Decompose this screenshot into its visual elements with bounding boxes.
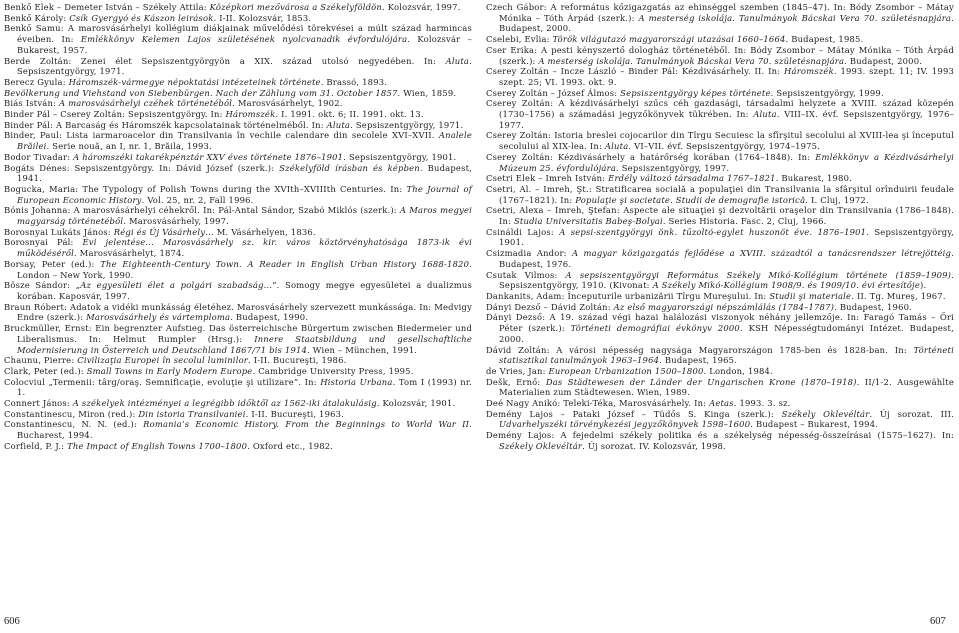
entry-text: . KSH Népességtudományi Intézet. Budapest, 2000.: [499, 323, 954, 344]
entry-text: . I-II. Bucureşti, 1963.: [245, 408, 345, 419]
entry-text: Csutak Vilmos:: [486, 269, 566, 280]
entry-text: Bruckmüller, Ernst: Ein begrenzter Aufstieg. Das österreichische Bürgertum zwischen Biedermeier und Liberalismus. In: Helmut Rumpler (Hrsg.):: [4, 323, 472, 344]
bibliography-entry: [4, 398, 472, 409]
entry-title-italic: Studii şi materiale: [769, 290, 852, 301]
entry-title-italic: A Maros megyei magyarság történetéből: [17, 205, 472, 227]
entry-text: Dávid Zoltán: A városi népesség nagysága Magyarországon 1785-ben és 1828-ban. In:: [486, 344, 914, 355]
entry-title-italic: Háromszék: [784, 66, 834, 77]
entry-title-italic: A székelyek intézményei a legrégibb időktől az 1562-iki átalakulásig: [72, 398, 377, 409]
entry-text: . 1993. 3. sz.: [733, 398, 791, 409]
bibliography-entry: [486, 270, 954, 291]
bibliography-entry: [4, 109, 472, 120]
entry-text: Connert János:: [4, 398, 73, 409]
entry-text: . I-II. Bucureşti, 1986.: [248, 355, 347, 366]
entry-text: Demény Lajos: A fejedelmi székely politika és a székelység népesség-összeírásai (1575–1627). In:: [486, 430, 954, 441]
entry-text: Berecz Gyula:: [4, 76, 69, 87]
entry-title-italic: Székelyföld írásban és képben: [279, 162, 420, 173]
entry-text: Bogucka, Maria: The Typology of Polish Towns during the XVIth–XVIIIth Centuries. In:: [4, 183, 407, 194]
bibliography-entry: [4, 23, 472, 55]
entry-text: Bónis Johanna: A marosvásárhelyi céhekről. In: Pál-Antal Sándor, Szabó Miklós (szerk.):: [4, 205, 400, 216]
bibliography-entry: [4, 88, 472, 99]
bibliography-entry: [486, 227, 954, 248]
bibliography-entry: [4, 323, 472, 355]
bibliography-entry: [4, 77, 472, 88]
entry-title-italic: Székely Oklevéltár: [499, 440, 583, 451]
entry-title-italic: Studia Universitatis Babeş-Bolyai: [514, 216, 663, 227]
entry-title-italic: The Impact of English Towns 1700–1800: [67, 440, 248, 451]
entry-text: Binder Pál – Cserey Zoltán: Sepsiszentgyörgy. In:: [4, 109, 226, 120]
entry-title-italic: A mesterség iskolája. Tanulmányok Bácskai Vera 70. születésnapjára: [638, 12, 952, 23]
entry-text: Constantinescu, N. N. (ed.):: [4, 419, 144, 430]
entry-title-italic: Évi jelentése... Marosvásárhely sz. kir. város köztörvényhatósága 1873-ik évi működéséről: [17, 237, 473, 259]
entry-text: . Vol. 25, nr. 2, Fall 1996.: [141, 194, 254, 205]
page-number-right: 607: [930, 616, 946, 627]
entry-title-italic: Historia Urbana: [320, 376, 393, 387]
entry-text: Biás István:: [4, 98, 59, 109]
entry-text: . VI–VII. évf. Sepsiszentgyörgy, 1974–1975.: [628, 141, 821, 152]
entry-text: ...”. Somogy megye egyesületei a dualizmus korában. Kaposvár, 1997.: [17, 280, 472, 301]
bibliography-entry: [4, 237, 472, 258]
entry-text: Csináldi Lajos:: [486, 226, 560, 237]
entry-text: . Sepsiszentgyörgy, 1901.: [499, 226, 954, 248]
entry-title-italic: Small Towns in Early Modern Europe: [86, 365, 253, 376]
entry-text: Cserey Zoltán: Istoria breslei cojocarilor din Tîrgu Secuiesc la sfîrşitul secolului al XVIII-lea şi începutul secolului al XIX-lea. In:: [486, 130, 954, 152]
bibliography-entry: [4, 130, 472, 151]
entry-text: . I-II. Kolozsvár, 1853.: [213, 12, 312, 23]
entry-text: . Budapest, 2000.: [844, 55, 923, 66]
entry-text: Cserey Zoltán – Incze László – Binder Pál: Kézdivásárhely. II. In:: [486, 66, 785, 77]
bibliography-entry: [486, 377, 954, 398]
entry-text: . Budapest, 1985.: [785, 34, 864, 45]
bibliography-entry: [4, 184, 472, 205]
bibliography-entry: [4, 152, 472, 163]
entry-text: . Marosvásárhelyt, 1874.: [73, 248, 185, 259]
entry-title-italic: European Urbanization 1500–1800: [548, 365, 704, 376]
entry-text: . Wien, 1989.: [631, 387, 691, 398]
entry-title-italic: Aluta: [753, 109, 777, 120]
bibliography-entry: [486, 409, 954, 430]
bibliography-entry: [486, 98, 954, 130]
bibliography-entry: [486, 248, 954, 269]
bibliography-entry: [486, 88, 954, 99]
bibliography-entry: [486, 66, 954, 87]
entry-text: Dányi Dezső – Dávid Zoltán:: [486, 301, 614, 312]
entry-text: Borosnyai Lukáts János:: [4, 226, 114, 237]
entry-text: Csetri Elek – Imreh István:: [486, 173, 609, 184]
entry-text: Demény Lajos – Pataki József – Tüdős S. Kinga (szerk.):: [486, 408, 782, 419]
bibliography-entry: [4, 98, 472, 109]
entry-text: . I. 1991. okt. 6; II. 1991. okt. 13.: [275, 109, 424, 120]
entry-title-italic: Háromszék: [225, 109, 276, 120]
entry-title-italic: Emlékkönyv a Kézdivásárhelyi Múzeum 25. évfordulójára: [499, 151, 954, 173]
entry-text: Cserey Zoltán – József Álmos:: [486, 87, 621, 98]
entry-text: de Vries, Jan:: [486, 365, 549, 376]
bibliography-entry: [4, 419, 472, 440]
entry-text: . Kolozsvár, 1901.: [376, 398, 456, 409]
entry-title-italic: Din istoria Transilvaniei: [138, 408, 246, 419]
entry-text: ... M. Vásárhelyen, 1836.: [205, 226, 316, 237]
entry-text: Chaunu, Pierre:: [4, 355, 78, 366]
entry-text: Bodor Tivadar:: [4, 151, 74, 162]
entry-title-italic: Das Städtewesen der Länder der Ungarischen Krone (1870–1918): [545, 376, 857, 387]
entry-text: Deé Nagy Anikó: Teleki-Téka, Marosvásárhely. In:: [486, 398, 710, 409]
bibliography-entry: [4, 13, 472, 24]
bibliography-entry: [4, 227, 472, 238]
entry-text: . VIII–IX. évf. Sepsiszentgyörgy, 1976–1977.: [499, 109, 955, 130]
entry-text: . Sepsiszentgyörgy, 1901.: [343, 151, 457, 162]
entry-text: . Budapest, 2000.: [499, 12, 954, 34]
entry-text: . I. Cluj, 1972.: [805, 194, 869, 205]
entry-text: Wien, 1859.: [400, 87, 457, 98]
entry-title-italic: A Székely Mikó-Kollégium 1908/9. és 1909/10. évi értesítője: [652, 280, 920, 291]
entry-text: Kolozsvár – Bukarest, 1957.: [17, 34, 472, 55]
entry-text: Csetri, Al. – Imreh, Şt.: Stratificarea socială a populaţiei din Transilvania la sfârşitul orînduirii feudale (1767–1821). In:: [486, 183, 954, 205]
entry-text: Cser Erika: A pesti kényszertő dologház történetéből. In: Bódy Zsombor – Mátay Mónika – Tóth Árpád (szerk.):: [486, 44, 954, 66]
entry-title-italic: A magyar közigazgatás fejlődése a XVIII. századtól a tanácsrendszer létrejöttéig: [571, 248, 952, 259]
entry-text: Benkő Samu: A marosvásárhelyi kollégium diákjainak művelődési törekvései a múlt század harmincas éveiben. In:: [4, 23, 472, 45]
entry-text: ).: [919, 280, 927, 291]
entry-title-italic: The Journal of European Economic History: [17, 183, 472, 205]
entry-text: . Budapest, 1976.: [499, 248, 954, 269]
bibliography-entry: [4, 280, 472, 301]
entry-text: Benkő Károly:: [4, 12, 70, 23]
bibliography-entry: [486, 184, 954, 205]
entry-text: Cserey Zoltán: A kézdivásárhelyi szűcs céh gazdasági, társadalmi helyzete a XVIII. század közepén (1730–1756) a számadási jegyzőkönyvek tükrében. In:: [486, 98, 954, 120]
entry-text: Cselebi, Evlia:: [486, 34, 553, 45]
entry-text: . Bukarest, 1980.: [775, 173, 852, 184]
entry-text: Dankanits, Adam: Începuturile urbanizării Tîrgu Mureşului. In:: [486, 290, 770, 301]
entry-title-italic: Romania’s Economic History. From the Beginnings to World War II: [143, 419, 470, 430]
entry-text: Dányi Dezső: A 19. század végi hazai halálozási viszonyok néhány jellemzője. In: Faragó Tamás – Őri Péter (szerk.):: [486, 312, 954, 334]
entry-text: . Új sorozat. IV. Kolozsvár, 1998.: [582, 440, 726, 451]
bibliography-entry: [4, 302, 472, 323]
bibliography-entry: [486, 366, 954, 377]
entry-text: Bösze Sándor: „: [4, 280, 81, 291]
entry-title-italic: A mesterség iskolája. Tanulmányok Bácskai Vera 70. születésnapjára: [538, 55, 845, 66]
entry-text: . II. Tg. Mureş, 1967.: [851, 290, 946, 301]
entry-text: . Budapest, 1941.: [17, 162, 472, 184]
entry-text: Berde Zoltán: Zenei élet Sepsiszentgyörgyön a XIX. század utolsó negyedében. In:: [4, 55, 446, 66]
entry-title-italic: A sepsiszentgyörgyi Református Székely Mikó-Kollégium története (1859–1909): [565, 269, 952, 280]
entry-text: . Series Historia. Fasc. 2, Cluj, 1966.: [662, 216, 827, 227]
entry-text: Kolozsvár, 1997.: [384, 2, 461, 12]
entry-text: . Sepsiszentgyörgy, 1997.: [616, 162, 730, 173]
entry-title-italic: A marosvásárhelyi czéhek történetéből: [58, 98, 233, 109]
entry-text: Benkő Elek – Demeter István – Székely Attila:: [4, 2, 210, 12]
entry-title-italic: Aluta: [445, 55, 470, 66]
entry-text: . Budapest – Bukarest, 1994.: [750, 419, 879, 430]
bibliography-entry: [4, 205, 472, 226]
bibliography-entry: [4, 56, 472, 77]
entry-text: . Budapest, 1990.: [230, 312, 309, 323]
page-number-left: 606: [4, 616, 20, 627]
entry-text: Colocviul „Termenii: târg/oraş. Semnificaţie, evoluţie şi utilizare”. In:: [4, 376, 321, 387]
entry-text: Clark, Peter (ed.):: [4, 365, 87, 376]
entry-text: . Új sorozat. III.: [869, 408, 954, 419]
entry-text: . Sepsiszentgyörgy, 1999.: [770, 87, 884, 98]
entry-text: Corfield, P. J.:: [4, 440, 68, 451]
bibliography-entry: [486, 2, 954, 34]
entry-text: . Cambridge University Press, 1995.: [252, 365, 414, 376]
entry-title-italic: Középkori mezővárosa a Székelyföldön.: [209, 2, 385, 12]
right-column: [486, 2, 954, 452]
entry-text: . Marosvásárhely, 1997.: [123, 216, 230, 227]
bibliography-entry: [4, 259, 472, 280]
bibliography-entry: [4, 2, 472, 13]
bibliography-entry: [486, 345, 954, 366]
entry-text: . Wien – München, 1991.: [307, 344, 418, 355]
bibliography-entry: [486, 312, 954, 344]
entry-title-italic: The Eighteenth-Century Town. A Reader in English Urban History 1688-1820: [100, 258, 470, 269]
bibliography-entry: [486, 173, 954, 184]
entry-title-italic: Az egyesületi élet a polgári szabadság: [80, 280, 264, 291]
entry-title-italic: Háromszék-vármegye népoktatási intézeteinek története: [68, 76, 321, 87]
entry-title-italic: Marosvásárhely és vártemploma: [86, 312, 231, 323]
bibliography-entry: [4, 163, 472, 184]
bibliography-entry: [486, 130, 954, 151]
entry-title-italic: Analele Brăilei: [17, 130, 472, 152]
entry-title-italic: Csík Gyergyó és Kászon leirások: [69, 12, 214, 23]
bibliography-entry: [4, 366, 472, 377]
entry-title-italic: Erdély változó társadalma 1767–1821: [608, 173, 776, 184]
entry-text: Braun Róbert: Adatok a vidéki munkásság életéhez. Marosvásárhely szervezett munkássága. In: Medvigy Endre (szerk.):: [4, 301, 472, 323]
entry-text: Borosnyai Pál:: [4, 237, 83, 248]
entry-text: . Marosvásárhelyt, 1902.: [232, 98, 343, 109]
entry-text: . London – New York, 1990.: [17, 258, 472, 280]
entry-text: Binder Pál: A Barcaság és Háromszék kapcsolatainak történelméből. In:: [4, 119, 327, 130]
left-column: [4, 2, 472, 452]
bibliography-entry: [4, 120, 472, 131]
entry-title-italic: Aluta: [604, 141, 629, 152]
entry-text: . Oxford etc., 1982.: [247, 440, 334, 451]
entry-text: . London, 1984.: [703, 365, 773, 376]
entry-title-italic: A sepsi-szentgyörgyi önk. tűzoltó-egylet huszonöt éve. 1876–1901: [559, 226, 867, 237]
entry-text: . Sepsiszentgyörgy, 1971.: [17, 55, 472, 77]
bibliography-entry: [4, 409, 472, 420]
entry-title-italic: Populaţie şi societate. Studii de demografie istorică: [575, 194, 806, 205]
entry-title-italic: Régi és Új Vásárhely: [113, 226, 206, 237]
entry-text: Borsay, Peter (ed.):: [4, 258, 101, 269]
entry-text: . Budapest, 1965.: [659, 355, 738, 366]
entry-text: . Serie nouă, an I, nr. 1, Brăila, 1993.: [46, 141, 212, 152]
entry-text: Binder, Paul: Lista iarmaroacelor din Transilvania în vechile calendare din secolele XVI–XVII.: [4, 130, 439, 141]
entry-title-italic: Emlékkönyv Kelemen Lajos születésének nyolcvanadik évfordulójára.: [80, 34, 411, 45]
entry-text: Constantinescu, Miron (red.):: [4, 408, 139, 419]
bibliography-entry: [486, 291, 954, 302]
entry-text: . Budapest, 1960.: [834, 301, 913, 312]
bibliography-entry: [486, 152, 954, 173]
entry-text: . Bucharest, 1994.: [17, 419, 472, 441]
entry-title-italic: Az első magyarországi népszámlálás (1784–1787): [613, 301, 835, 312]
entry-text: Czech Gábor: A református kőzigazgatás az ehinséggel szemben (1845–47). In: Bódy Zsombor – Mátay Mónika – Tóth Árpád (szerk.):: [486, 2, 954, 23]
entry-title-italic: Történeti statisztikai tanulmányok 1963–1964: [499, 344, 954, 366]
entry-title-italic: Udvarhelyszéki törvénykezési jegyzőkönyvek 1598–1600: [499, 419, 751, 430]
entry-title-italic: Aluta: [326, 119, 351, 130]
entry-text: Csetri, Alexa – Imreh, Ştefan: Aspecte ale situaţiei şi dezvoltării oraşelor din Transilvania (1786–1848). In:: [486, 205, 954, 227]
entry-title-italic: Civilizaţia Europei în secolul luminilor: [77, 355, 249, 366]
entry-title-italic: Török világutazó magyarországi utazásai 1660–1664: [552, 34, 786, 45]
bibliography-entry: [486, 34, 954, 45]
bibliography-entry: [486, 45, 954, 66]
entry-title-italic: Történeti demográfiai évkönyv 2000: [570, 323, 740, 334]
entry-title-italic: Aetas: [709, 398, 734, 409]
bibliography-entry: [486, 205, 954, 226]
entry-text: . Sepsiszentgyörgy, 1971.: [350, 119, 464, 130]
entry-text: . Tom I (1993) nr. 1.: [17, 376, 472, 398]
entry-text: Cserey Zoltán: Kézdivásárhely a határőrség korában (1764–1848). In:: [486, 151, 816, 162]
entry-title-italic: A háromszéki takarékpénztár XXV éves története 1876–1901: [73, 151, 344, 162]
bibliography-entry: [486, 398, 954, 409]
entry-text: Csizmadia Andor:: [486, 248, 572, 259]
entry-text: . Brassó, 1893.: [320, 76, 388, 87]
bibliography-entry: [4, 377, 472, 398]
entry-title-italic: Bevölkerung und Viehstand von Siebenbürgen. Nach der Zählung vom 31. October 1857.: [4, 87, 401, 98]
entry-title-italic: Innere Staatsbildung und gesellschaftliche Modernisierung in Österreich und Deutschland 1867/71 bis 1914: [17, 333, 472, 355]
entry-text: . 1993. szept. 11; IV. 1993 szept. 25; VI. 1993. okt. 9.: [499, 66, 954, 87]
entry-text: . Sepsiszentgyörgy, 1910. (Kivonat:: [499, 269, 954, 291]
bibliography-entry: [4, 441, 472, 452]
bibliography-entry: [486, 302, 954, 313]
entry-title-italic: Székely Oklevéltár: [781, 408, 870, 419]
entry-title-italic: Sepsiszentgyörgy képes története: [620, 87, 771, 98]
entry-text: . II/1-2. Ausgewählte Materialien zum Städtewesen: [499, 376, 955, 398]
entry-text: Dešk, Ernő:: [486, 376, 546, 387]
bibliography-entry: [486, 430, 954, 451]
entry-text: Bogáts Dénes: Sepsiszentgyörgy. In: Dávid József (szerk.):: [4, 162, 280, 173]
bibliography-entry: [4, 355, 472, 366]
